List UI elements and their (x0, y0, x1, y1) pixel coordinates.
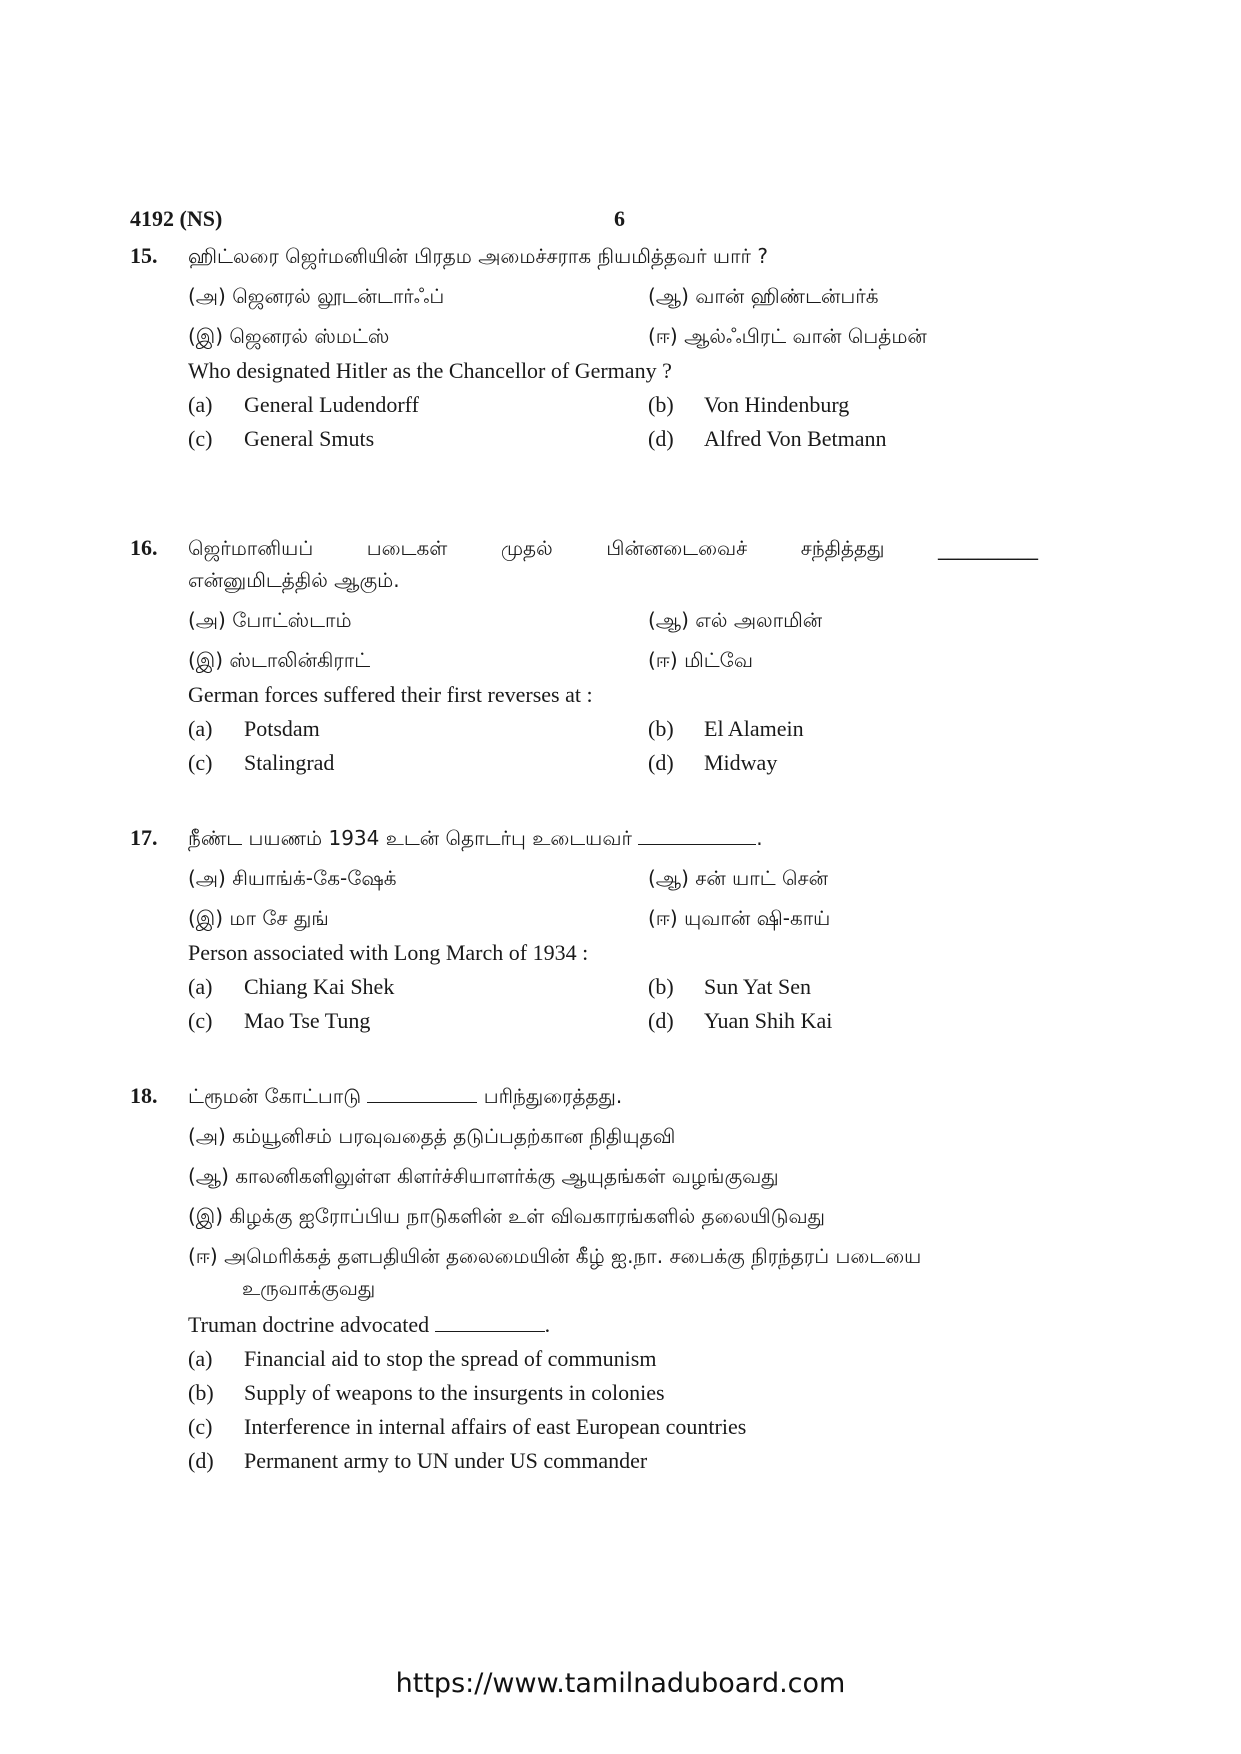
answer-blank (638, 826, 756, 845)
english-option-c: (c) General Smuts (188, 426, 375, 451)
english-option-d: (d) Yuan Shih Kai (648, 1008, 833, 1033)
tamil-question-line-2: என்னுமிடத்தில் ஆகும். (188, 568, 400, 592)
paper-code: 4192 (NS) (130, 206, 223, 231)
english-option-a: (a) General Ludendorff (188, 392, 419, 417)
tamil-option-c: (இ) மா சே துங் (188, 906, 329, 930)
tamil-option-a: (அ) கம்யூனிசம் பரவுவதைத் தடுப்பதற்கான நிதியுதவி (188, 1124, 676, 1148)
tamil-question: ட்ரூமன் கோட்பாடு பரிந்துரைத்தது. (188, 1084, 623, 1108)
tamil-option-b: (ஆ) காலனிகளிலுள்ள கிளர்ச்சியாளர்க்கு ஆயுதங்கள் வழங்குவது (188, 1164, 779, 1188)
english-question: Truman doctrine advocated . (188, 1312, 551, 1337)
tamil-question-line-1: ஜெர்மானியப் படைகள் முதல் பின்னடைவைச் சந்தித்தது __________ (188, 536, 1038, 563)
english-option-b: (b) Sun Yat Sen (648, 974, 811, 999)
tamil-option-c: (இ) ஜெனரல் ஸ்மட்ஸ் (188, 324, 390, 348)
english-option-c: (c) Mao Tse Tung (188, 1008, 371, 1033)
tamil-option-a: (அ) சியாங்க்-கே-ஷேக் (188, 866, 397, 890)
english-option-a: (a) Financial aid to stop the spread of communism (188, 1346, 657, 1371)
tamil-option-c: (இ) ஸ்டாலின்கிராட் (188, 648, 371, 672)
question-number: 17. (130, 825, 158, 850)
page-number: 6 (614, 206, 625, 231)
english-question: German forces suffered their first reverses at : (188, 682, 593, 707)
english-option-d: (d) Midway (648, 750, 778, 775)
english-option-d: (d) Alfred Von Betmann (648, 426, 887, 451)
english-option-c: (c) Stalingrad (188, 750, 335, 775)
tamil-option-d-continued: உருவாக்குவது (242, 1276, 376, 1300)
tamil-option-b: (ஆ) எல் அலாமின் (648, 608, 823, 632)
tamil-question: ஹிட்லரை ஜெர்மனியின் பிரதம அமைச்சராக நியமித்தவர் யார் ? (188, 244, 768, 268)
tamil-option-d: (ஈ) மிட்வே (648, 648, 754, 672)
tamil-option-a: (அ) போட்ஸ்டாம் (188, 608, 352, 632)
answer-blank (435, 1313, 545, 1332)
tamil-option-d: (ஈ) அமெரிக்கத் தளபதியின் தலைமையின் கீழ் ஐ.நா. சபைக்கு நிரந்தரப் படையை (188, 1244, 922, 1268)
answer-blank: __________ (938, 536, 1038, 560)
english-option-b: (b) Supply of weapons to the insurgents in colonies (188, 1380, 665, 1405)
question-number: 16. (130, 535, 158, 560)
source-url: https://www.tamilnaduboard.com (395, 1668, 846, 1699)
english-option-b: (b) El Alamein (648, 716, 804, 741)
answer-blank (367, 1084, 477, 1103)
english-option-a: (a) Potsdam (188, 716, 320, 741)
english-question: Who designated Hitler as the Chancellor of Germany ? (188, 358, 672, 383)
english-option-a: (a) Chiang Kai Shek (188, 974, 395, 999)
english-question: Person associated with Long March of 1934 : (188, 940, 589, 965)
english-option-c: (c) Interference in internal affairs of east European countries (188, 1414, 747, 1439)
tamil-question: நீண்ட பயணம் 1934 உடன் தொடர்பு உடையவர் . (188, 826, 763, 850)
question-number: 18. (130, 1083, 158, 1108)
tamil-option-d: (ஈ) யுவான் ஷி-காய் (648, 906, 831, 930)
tamil-option-d: (ஈ) ஆல்ஃபிரட் வான் பெத்மன் (648, 324, 927, 348)
english-option-b: (b) Von Hindenburg (648, 392, 850, 417)
tamil-option-b: (ஆ) வான் ஹிண்டன்பர்க் (648, 284, 879, 308)
question-number: 15. (130, 243, 158, 268)
tamil-option-c: (இ) கிழக்கு ஐரோப்பிய நாடுகளின் உள் விவகாரங்களில் தலையிடுவது (188, 1204, 825, 1228)
tamil-option-a: (அ) ஜெனரல் லூடன்டார்ஃப் (188, 284, 445, 308)
english-option-d: (d) Permanent army to UN under US commander (188, 1448, 648, 1473)
tamil-option-b: (ஆ) சன் யாட் சென் (648, 866, 828, 890)
